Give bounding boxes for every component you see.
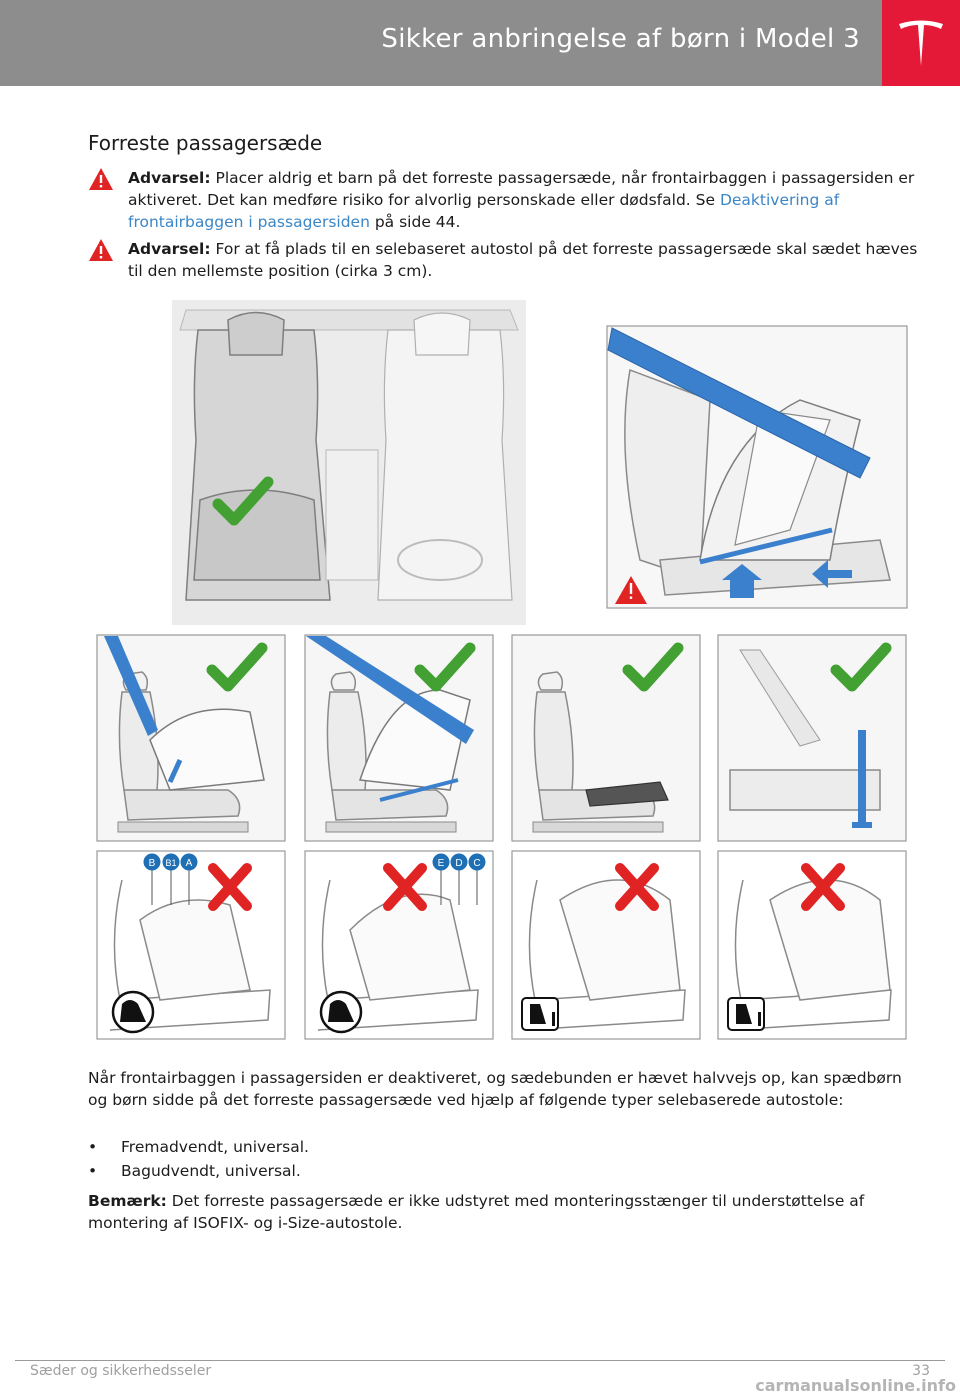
callouts-b-b1-a <box>144 854 198 906</box>
footer-divider <box>15 1360 945 1361</box>
callout-d: D <box>455 858 463 869</box>
not-approved-seat-row <box>97 851 906 1039</box>
bullet-text: Bagudvendt, universal. <box>121 1162 301 1180</box>
warning-text: For at få plads til en selebaseret autostol på det forreste passagersæde skal sædet hæves til den mellemste position (cirka 3 cm). <box>128 240 918 280</box>
page-number: 33 <box>912 1363 930 1379</box>
note-text: Det forreste passagersæde er ikke udstyret med monteringsstænger til understøttelse af montering af ISOFIX- og i-Size-autostole. <box>88 1192 865 1232</box>
header-title: Sikker anbringelse af børn i Model 3 <box>381 24 860 54</box>
callout-b1: B1 <box>165 858 177 868</box>
callout-a: A <box>185 858 193 869</box>
seat-raise-diagram <box>607 326 907 608</box>
section-title: Forreste passagersæde <box>88 131 323 155</box>
note-label: Bemærk: <box>88 1192 167 1210</box>
callout-b: B <box>148 858 156 869</box>
bullet-text: Fremadvendt, universal. <box>121 1138 309 1156</box>
callout-e: E <box>437 858 445 869</box>
warning-label: Advarsel: <box>128 240 211 258</box>
airbag-deactivated-paragraph: Når frontairbaggen i passagersiden er deaktiveret, og sædebunden er hævet halvvejs op, kan spædbørn og børn sidde på det forreste passagersæde ved hjælp af følgende typer selebaserede autostole: <box>88 1069 902 1109</box>
watermark: carmanualsonline.info <box>755 1376 956 1395</box>
note-paragraph <box>88 1190 918 1234</box>
warning-text: Placer aldrig et barn på det forreste passagersæde, når frontairbaggen i passagersiden er aktiveret. Det kan medføre risiko for alvorlig personskade eller dødsfald. Se <box>128 169 915 209</box>
front-seats-image <box>172 300 526 625</box>
bullet-dot: • <box>88 1138 98 1156</box>
bullet-dot: • <box>88 1162 98 1180</box>
callout-c: C <box>473 858 481 869</box>
warning-label: Advarsel: <box>128 169 211 187</box>
footer-section-name: Sæder og sikkerhedsseler <box>30 1363 212 1379</box>
airbag-deactivation-link[interactable]: Deaktivering af frontairbaggen i passagersiden <box>128 191 840 231</box>
approved-seat-row <box>97 635 906 841</box>
warning-text-end: på side 44. <box>369 213 461 231</box>
